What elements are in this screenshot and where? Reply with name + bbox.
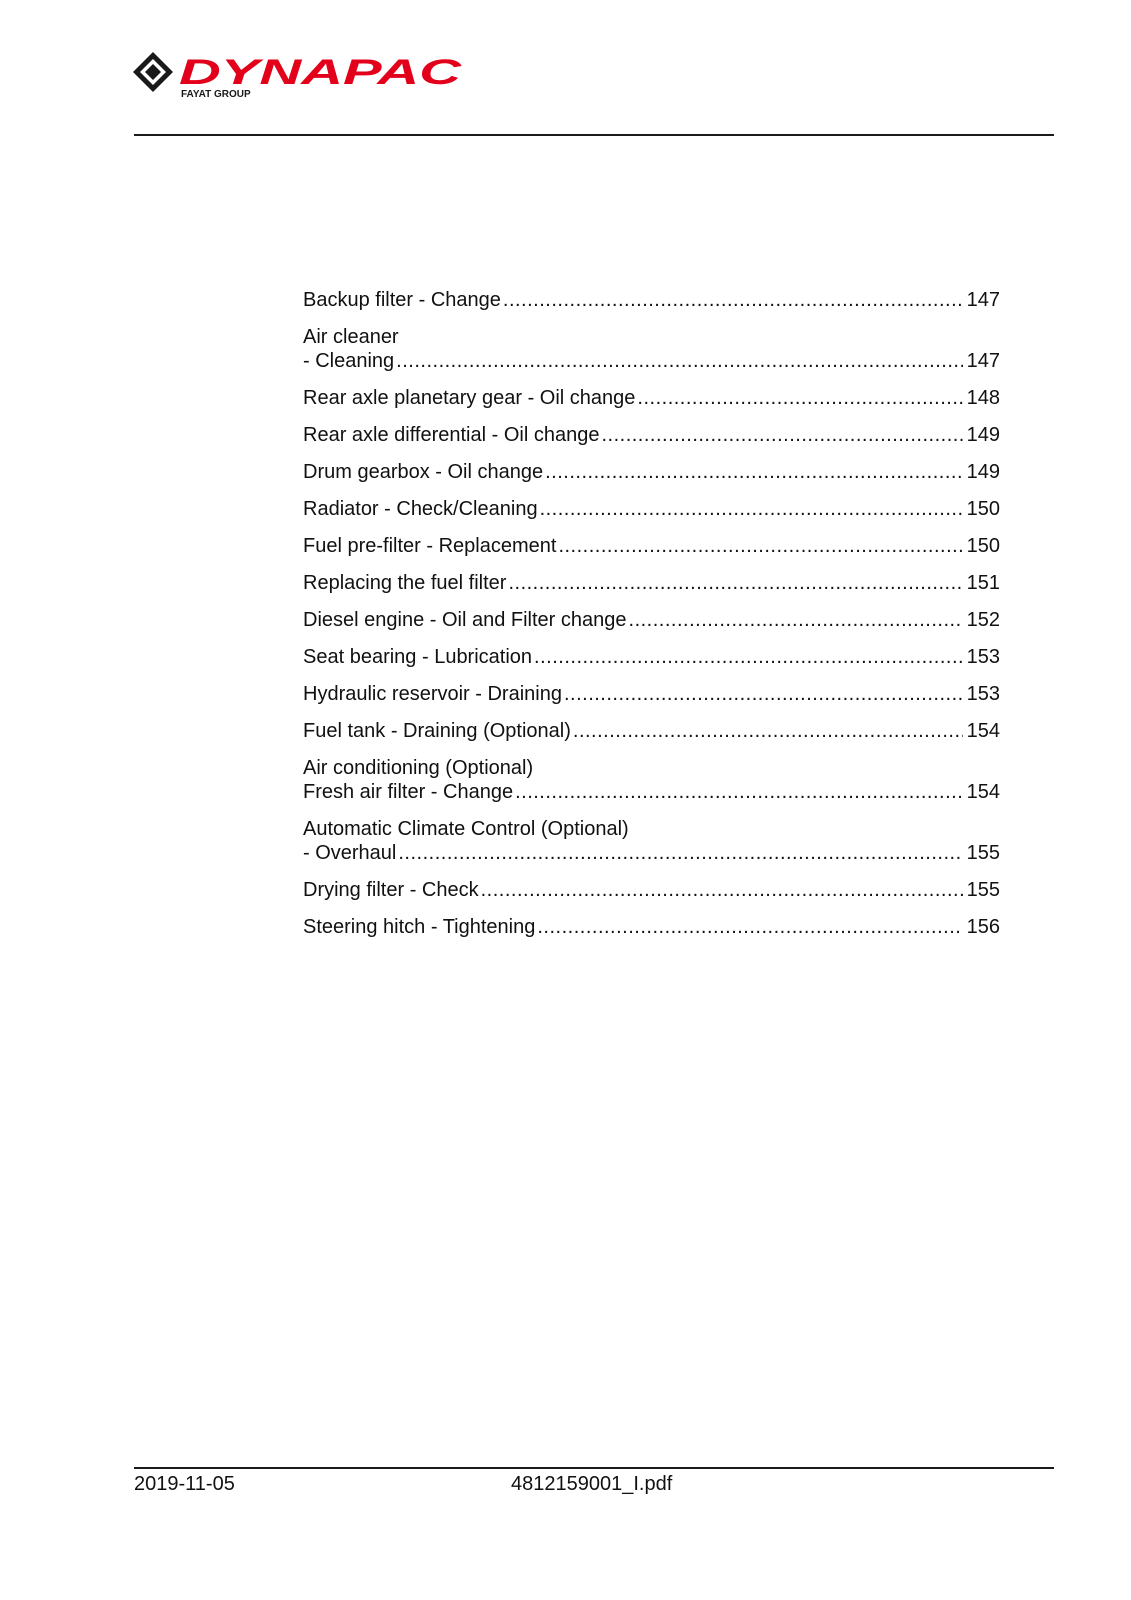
toc-entry-row [303,878,1000,902]
table-of-contents [303,288,1000,952]
toc-entry-heading-line: Air conditioning (Optional) [303,757,534,779]
dot-leader [564,682,963,706]
toc-entry-row [303,841,1000,865]
toc-entry-title: Steering hitch - Tightening [303,916,536,938]
dot-leader [629,608,963,632]
dot-leader [545,460,963,484]
dot-leader [537,915,962,939]
toc-entry-page-number: 152 [966,609,1000,631]
toc-entry-title: Rear axle planetary gear - Oil change [303,387,636,409]
toc-entry-title: Drum gearbox - Oil change [303,461,544,483]
toc-entry-page-number: 153 [966,646,1000,668]
toc-entry[interactable] [303,423,1000,447]
toc-entry-page-number: 147 [966,289,1000,311]
dot-leader [481,878,963,902]
toc-entry[interactable] [303,915,1000,939]
toc-entry-title: Fuel pre-filter - Replacement [303,535,557,557]
toc-entry-title: - Cleaning [303,350,395,372]
toc-entry-row [303,915,1000,939]
toc-entry-title: Hydraulic reservoir - Draining [303,683,562,705]
toc-entry-row [303,608,1000,632]
toc-entry-title: Seat bearing - Lubrication [303,646,533,668]
toc-entry-page-number: 155 [966,842,1000,864]
toc-entry-row [303,719,1000,743]
dot-leader [515,780,963,804]
toc-entry[interactable] [303,386,1000,410]
toc-entry-page-number: 149 [966,461,1000,483]
toc-entry-title: Fresh air filter - Change [303,781,514,803]
toc-entry-page-number: 148 [966,387,1000,409]
toc-entry-row [303,497,1000,521]
diamond-mark-icon [133,52,173,92]
toc-entry-row [303,645,1000,669]
toc-entry-heading-line: Automatic Climate Control (Optional) [303,818,629,840]
toc-entry-heading-line: Air cleaner [303,326,399,348]
toc-entry[interactable] [303,682,1000,706]
toc-entry-row [303,423,1000,447]
toc-entry[interactable] [303,645,1000,669]
brand-wordmark: DYNAPAC [179,53,463,92]
toc-entry[interactable] [303,460,1000,484]
toc-entry-row [303,780,1000,804]
toc-entry[interactable] [303,817,1000,865]
dot-leader [398,841,962,865]
dot-leader [534,645,963,669]
toc-entry-title: Radiator - Check/Cleaning [303,498,538,520]
dot-leader [637,386,962,410]
toc-entry-page-number: 147 [966,350,1000,372]
toc-entry-title: - Overhaul [303,842,397,864]
toc-entry-row [303,534,1000,558]
footer-filename: 4812159001_I.pdf [511,1473,673,1495]
header-divider [134,134,1054,136]
footer-date: 2019-11-05 [134,1473,235,1495]
toc-entry-row [303,386,1000,410]
toc-entry[interactable] [303,325,1000,373]
dot-leader [558,534,962,558]
toc-entry-page-number: 154 [966,781,1000,803]
toc-entry-row [303,460,1000,484]
toc-entry-row [303,349,1000,373]
toc-entry-title: Fuel tank - Draining (Optional) [303,720,571,742]
toc-entry[interactable] [303,719,1000,743]
toc-entry-page-number: 156 [966,916,1000,938]
dot-leader [396,349,962,373]
dot-leader [503,288,963,312]
toc-entry[interactable] [303,497,1000,521]
toc-entry[interactable] [303,571,1000,595]
toc-entry-title: Rear axle differential - Oil change [303,424,600,446]
toc-entry-page-number: 149 [966,424,1000,446]
toc-entry[interactable] [303,608,1000,632]
toc-entry-title: Backup filter - Change [303,289,501,311]
dot-leader [508,571,962,595]
toc-entry-page-number: 154 [966,720,1000,742]
toc-entry-row [303,682,1000,706]
toc-entry-page-number: 150 [966,535,1000,557]
dot-leader [573,719,963,743]
toc-entry-page-number: 151 [966,572,1000,594]
toc-entry-page-number: 155 [966,879,1000,901]
dynapac-logo [133,50,473,100]
toc-entry[interactable] [303,288,1000,312]
toc-entry-title: Replacing the fuel filter [303,572,507,594]
toc-entry-page-number: 153 [966,683,1000,705]
toc-entry-row [303,288,1000,312]
dot-leader [601,423,962,447]
group-label: FAYAT GROUP [181,89,251,100]
footer-divider [134,1467,1054,1469]
toc-entry-title: Diesel engine - Oil and Filter change [303,609,627,631]
dot-leader [540,497,963,521]
toc-entry[interactable] [303,878,1000,902]
toc-entry[interactable] [303,534,1000,558]
toc-entry[interactable] [303,756,1000,804]
toc-entry-row [303,571,1000,595]
toc-entry-title: Drying filter - Check [303,879,479,901]
toc-entry-page-number: 150 [966,498,1000,520]
dynapac-logo-graphic [133,50,473,100]
